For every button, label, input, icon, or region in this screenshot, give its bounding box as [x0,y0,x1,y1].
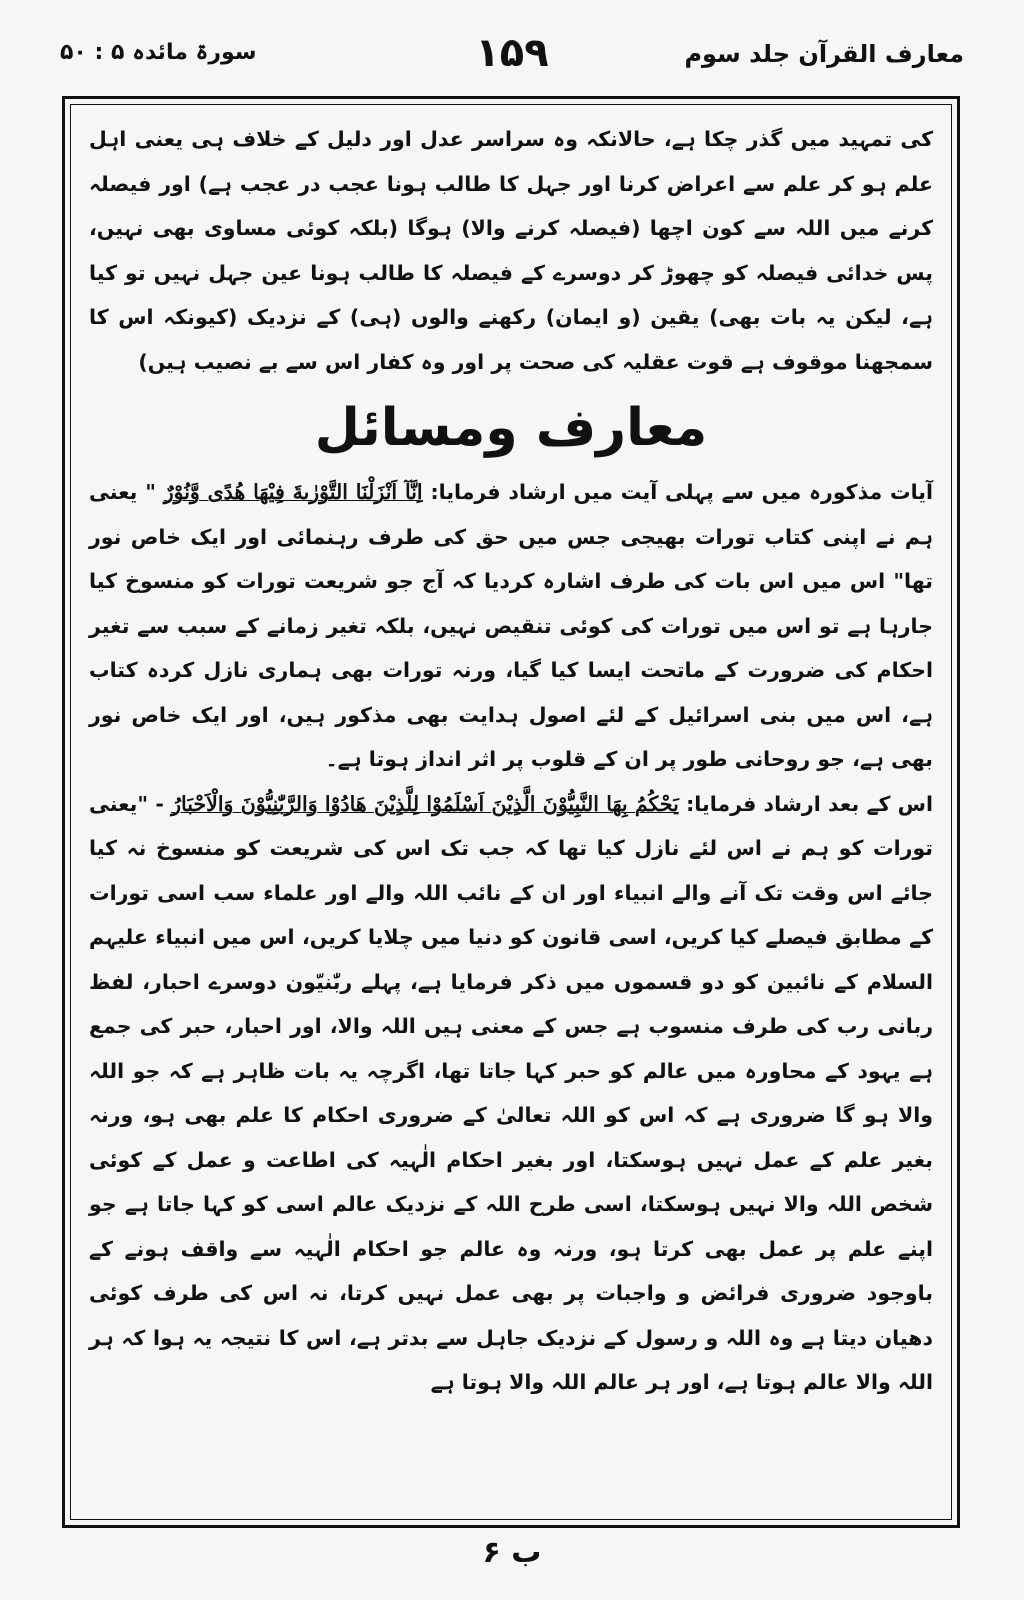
paragraph-4-text: - "یعنی تورات کو ہم نے اس لئے نازل کیا تھا کہ جب تک اس کی شریعت کو منسوخ نہ کیا جائے اس وقت تک آنے والے انبیاء اور ان کے نائب اللہ والے اور علماء سب اسی تورات کے مطابق فیصلے کیا کریں، اسی قانون کو دنیا میں چلایا کریں، اس میں انبیاء علیہم السلام کے نائبین کو دو قسموں میں ذکر فرمایا ہے، پہلے ربّٰنیّون دوسرے احبار، لفظ ربانی رب کی طرف منسوب ہے جس کے معنی ہیں اللہ والا، اور احبار، حبر کی جمع ہے یہود کے محاورہ میں عالم کو حبر کہا جاتا تھا، اگرچہ یہ بات ظاہر ہے کہ جو اللہ والا ہو گا ضروری ہے کہ اس کو اللہ تعالیٰ کے ضروری احکام کا علم بھی ہو، ورنہ بغیر علم کے عمل نہیں ہوسکتا، اور بغیر احکام الٰہیہ کی اطاعت و عمل کے کوئی شخص اللہ والا نہیں ہوسکتا، اسی طرح اللہ کے نزدیک عالم اسی کو کہا جاتا ہے جو اپنے علم پر عمل بھی کرتا ہو، ورنہ وہ عالم جو احکام الٰہیہ سے واقف ہونے کے باوجود ضروری فرائض و واجبات پر بھی عمل نہیں کرتا، نہ اس کی طرف کوئی دھیان دیتا ہے وہ اللہ و رسول کے نزدیک جاہل سے بدتر ہے، اس کا نتیجہ یہ ہوا کہ ہر اللہ والا عالم ہوتا ہے، اور ہر عالم اللہ والا ہوتا ہے [89,791,933,1394]
section-heading: معارف ومسائل [314,398,708,458]
paragraph-2-text: " یعنی ہم نے اپنی کتاب تورات بھیجی جس میں حق کی طرف رہنمائی اور ایک خاص نور تھا" اس میں اس بات کی طرف اشارہ کردیا کہ آج جو شریعت تورات کو منسوخ کیا جارہا ہے تو اس میں تورات کی کوئی تنقیص نہیں، بلکہ تغیر زمانے کے سبب سے تغیر احکام کی ضرورت کے ماتحت ایسا کیا گیا، ورنہ تورات بھی ہماری نازل کردہ کتاب ہے، اس میں بنی اسرائیل کے لئے اصول ہدایت بھی مذکور ہیں، اور ایک خاص نور بھی ہے، جو روحانی طور پر ان کے قلوب پر اثر انداز ہوتا ہے۔ [89,480,933,771]
intro-paragraph: کی تمہید میں گذر چکا ہے، حالانکہ وہ سراسر عدل اور دلیل کے خلاف ہی یعنی اہل علم ہو کر علم سے اعراض کرنا اور جہل کا طالب ہونا عجب در عجب ہے) اور فیصلہ کرنے میں اللہ سے کون اچھا (فیصلہ کرنے والا) ہوگا (بلکہ کوئی مساوی بھی نہیں، پس خدائی فیصلہ کو چھوڑ کر دوسرے کے فیصلہ کا طالب ہونا عین جہل نہیں تو کیا ہے، لیکن یہ بات بھی) یقین (و ایمان) رکھنے والوں (ہی) کے نزدیک (کیونکہ اس کا سمجھنا موقوف ہے قوت عقلیہ کی صحت پر اور وہ کفار اس سے بے نصیب ہیں) [89,127,933,374]
ayah-1: اِنَّآ اَنْزَلْنَا التَّوْرٰىةَ فِيْهَا هُدًى وَّنُوْرٌ [163,480,423,504]
book-title: معارف القرآن جلد سوم [684,40,964,68]
paragraph-1-text: آیات مذکورہ میں سے پہلی آیت میں ارشاد فرمایا: [430,480,933,504]
ayah-2: يَحْكُمُ بِهَا النَّبِيُّوْنَ الَّذِيْنَ اَسْلَمُوْا لِلَّذِيْنَ هَادُوْا وَالرَّبّٰنِيُّوْنَ وَالْاَحْبَارُ [171,791,679,816]
footer-mark: ب ۶ [482,1535,542,1570]
text-frame [62,96,960,1528]
page-header [60,30,964,80]
page-number: ۱۵۹ [475,30,549,76]
paragraph-ayah-1 [89,470,933,782]
paragraph-3-text: اس کے بعد ارشاد فرمایا: [686,791,934,816]
paragraph-ayah-2 [89,782,933,1405]
surah-reference: سورۃ مائدہ ۵ : ۵۰ [60,40,257,65]
text-body [70,104,952,1520]
